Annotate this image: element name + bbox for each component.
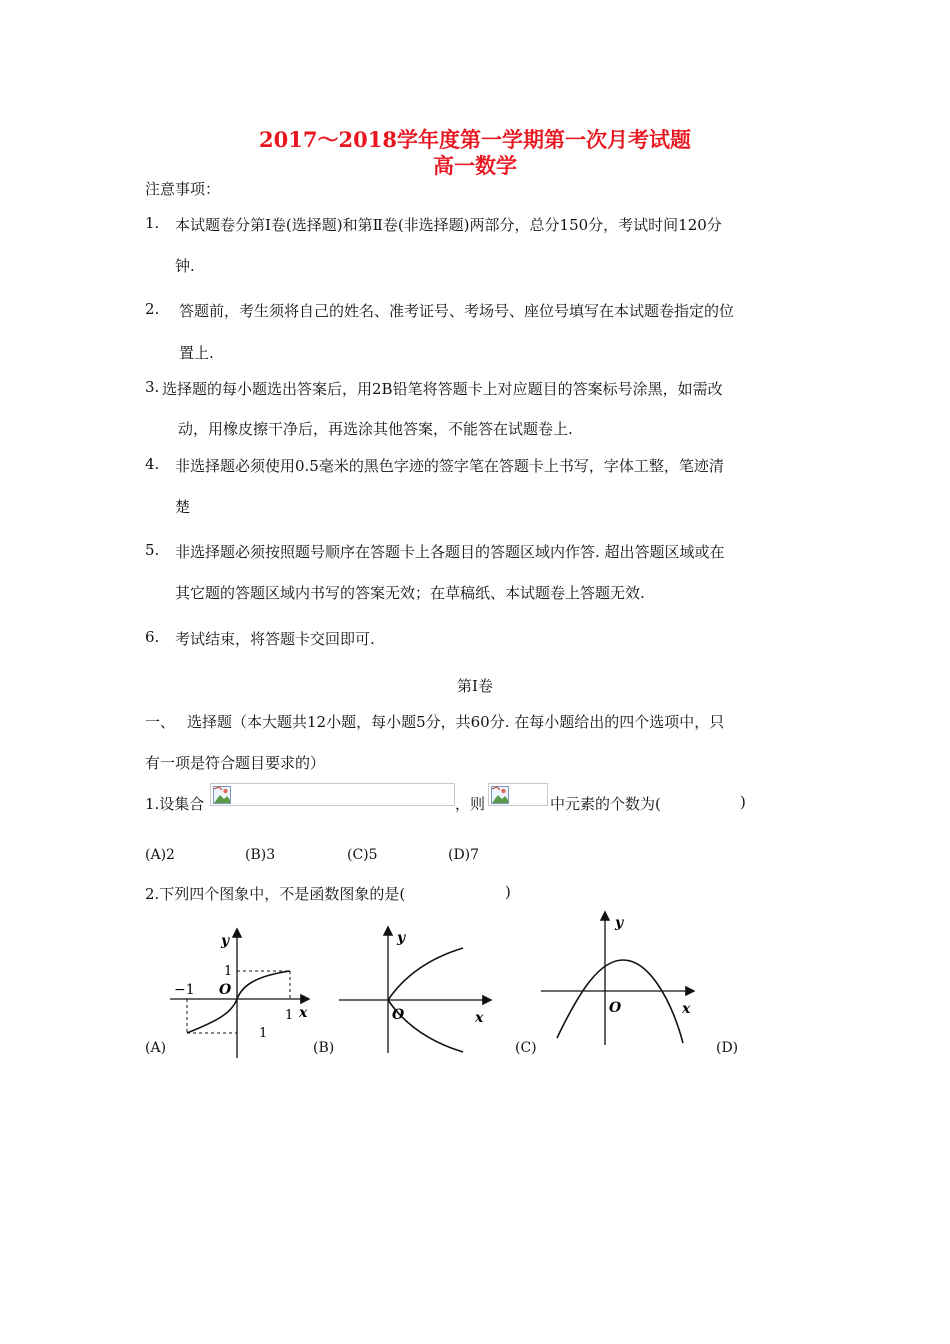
- q2-close-paren: ): [505, 883, 511, 901]
- graph-a: [160, 920, 320, 1060]
- q1-option-c: (C)5: [347, 847, 378, 863]
- graph-c-label: (C): [515, 1040, 537, 1056]
- q1-set-image: [210, 783, 455, 806]
- notice-item-1-num: 1.: [145, 214, 160, 232]
- y-label: y: [397, 930, 406, 946]
- notice-item-2-num: 2.: [145, 300, 160, 318]
- q1-option-a: (A)2: [145, 847, 175, 863]
- q1-mid: ，则: [455, 795, 486, 813]
- notice-item-2-cont: 置上.: [179, 344, 214, 362]
- section-title: 第Ⅰ卷: [457, 677, 493, 695]
- exam-subtitle: 高一数学: [433, 153, 517, 178]
- part-number: 一、: [145, 713, 176, 731]
- one-bottom-label: 1: [259, 1026, 268, 1041]
- q1-option-b: (B)3: [245, 847, 276, 863]
- origin-label: O: [392, 1007, 405, 1023]
- notice-item-3-cont: 动，用橡皮擦干净后，再选涂其他答案，不能答在试题卷上.: [178, 420, 573, 438]
- notice-item-1-cont: 钟.: [175, 257, 195, 275]
- q2-text: 2.下列四个图象中，不是函数图象的是(: [145, 885, 406, 903]
- y-label: y: [615, 915, 624, 931]
- part-instructions: 选择题（本大题共12小题，每小题5分，共60分. 在每小题给出的四个选项中，只: [187, 713, 725, 731]
- notice-item-4-text: 非选择题必须使用0.5毫米的黑色字迹的签字笔在答题卡上书写，字体工整，笔迹清: [175, 457, 724, 475]
- q1-option-d: (D)7: [448, 847, 480, 863]
- one-top-label: 1: [224, 964, 233, 979]
- q1-close-paren: ): [740, 793, 746, 811]
- origin-label: O: [219, 982, 232, 998]
- y-label: y: [221, 933, 230, 949]
- notice-item-6-num: 6.: [145, 628, 160, 646]
- notice-heading: 注意事项：: [145, 180, 221, 198]
- graph-c: [535, 905, 700, 1045]
- part-instructions-cont: 有一项是符合题目要求的）: [145, 754, 326, 772]
- notice-item-4-cont: 楚: [175, 498, 191, 516]
- notice-item-6-text: 考试结束，将答题卡交回即可.: [175, 630, 375, 648]
- exam-title: 2017～2018学年度第一学期第一次月考试题: [259, 127, 691, 152]
- q1-expression-image: [488, 783, 548, 806]
- graph-b: [335, 920, 500, 1055]
- notice-item-5-num: 5.: [145, 541, 160, 559]
- x-label: x: [475, 1010, 484, 1026]
- broken-image-icon: [491, 786, 509, 804]
- graph-b-label: (B): [313, 1040, 335, 1056]
- notice-item-3-text: 选择题的每小题选出答案后，用2B铅笔将答题卡上对应题目的答案标号涂黑，如需改: [162, 380, 723, 398]
- broken-image-icon: [213, 786, 231, 804]
- notice-item-4-num: 4.: [145, 455, 160, 473]
- origin-label: O: [609, 1000, 622, 1016]
- x-label: x: [682, 1001, 691, 1017]
- notice-item-3-num: 3.: [145, 378, 160, 396]
- q1-suffix: 中元素的个数为(: [550, 795, 661, 813]
- notice-item-5-text: 非选择题必须按照题号顺序在答题卡上各题目的答题区域内作答. 超出答题区域或在: [175, 543, 725, 561]
- notice-item-5-cont: 其它题的答题区域内书写的答案无效；在草稿纸、本试题卷上答题无效.: [175, 584, 645, 602]
- q1-prefix: 1.设集合: [145, 795, 205, 813]
- neg-one-label: −1: [174, 982, 195, 998]
- curve: [187, 971, 290, 1033]
- notice-item-1-text: 本试题卷分第Ⅰ卷(选择题)和第Ⅱ卷(非选择题)两部分，总分150分，考试时间120分: [175, 216, 722, 234]
- graph-a-label: (A): [145, 1040, 167, 1056]
- x-label: x: [299, 1005, 308, 1021]
- one-right-label: 1: [285, 1008, 294, 1023]
- notice-item-2-text: 答题前，考生须将自己的姓名、准考证号、考场号、座位号填写在本试题卷指定的位: [179, 302, 735, 320]
- graph-d-label: (D): [716, 1040, 739, 1056]
